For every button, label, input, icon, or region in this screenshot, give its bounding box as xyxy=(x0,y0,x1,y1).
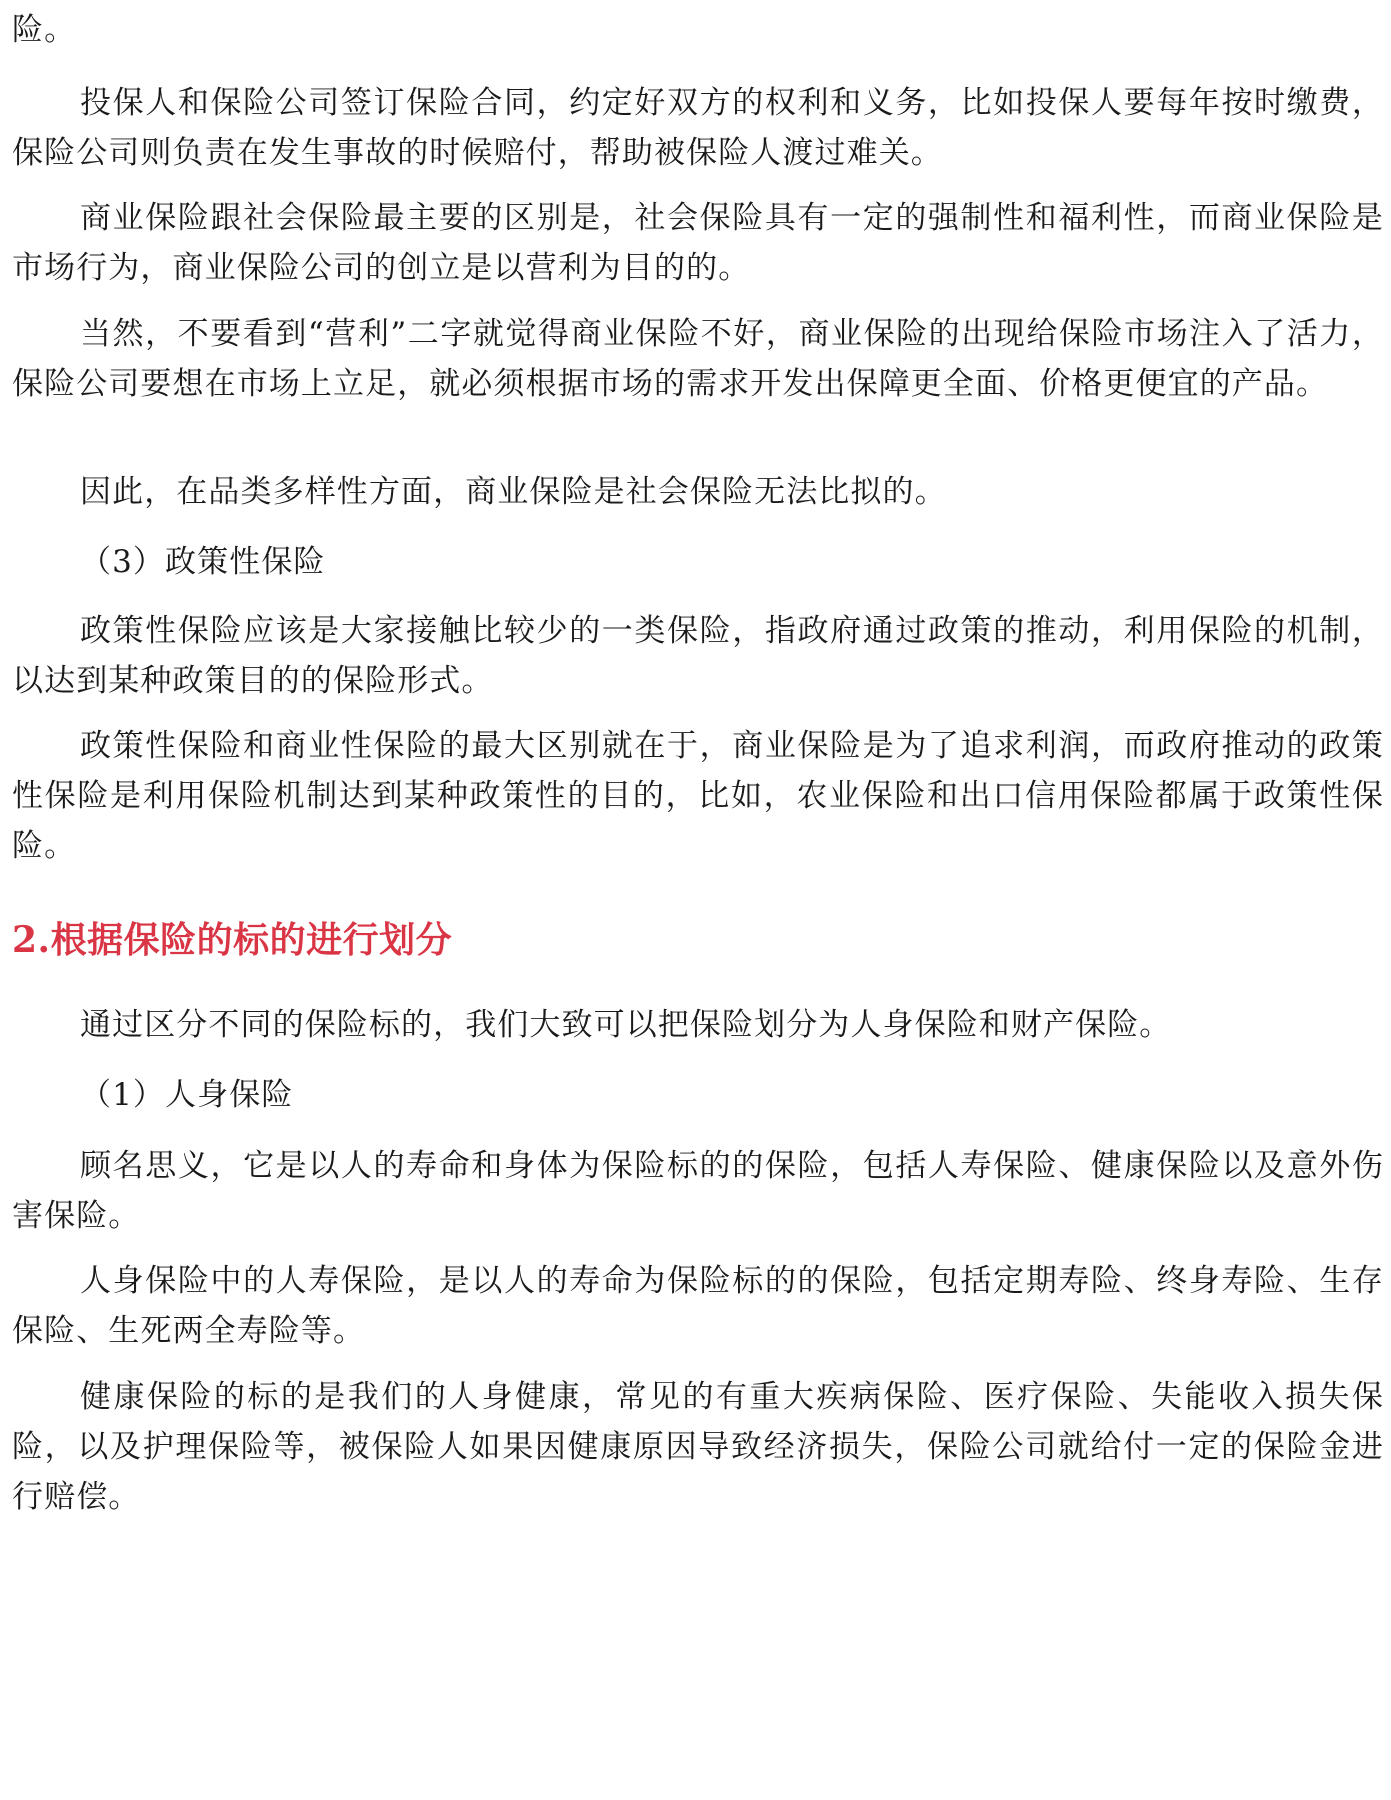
paragraph-commercial-vs-social: 商业保险跟社会保险最主要的区别是，社会保险具有一定的强制性和福利性，而商业保险是市场行为，商业保险公司的创立是以营利为目的的。 xyxy=(12,200,1384,286)
section-heading: 2.根据保险的标的进行划分 xyxy=(12,919,453,961)
paragraph-personal-definition: 顾名思义，它是以人的寿命和身体为保险标的的保险，包括人寿保险、健康保险以及意外伤害保险。 xyxy=(12,1148,1384,1234)
paragraph-subject-division: 通过区分不同的保险标的，我们大致可以把保险划分为人身保险和财产保险。 xyxy=(80,1007,1172,1043)
paragraph-diversity: 因此，在品类多样性方面，商业保险是社会保险无法比拟的。 xyxy=(80,474,947,510)
subheading-personal-insurance: （1）人身保险 xyxy=(80,1077,294,1113)
paragraph-health-insurance: 健康保险的标的是我们的人身健康，常见的有重大疾病保险、医疗保险、失能收入损失保险，以及护理保险等，被保险人如果因健康原因导致经济损失，保险公司就给付一定的保险金进行赔偿。 xyxy=(12,1379,1384,1515)
paragraph-profit: 当然，不要看到“营利”二字就觉得商业保险不好，商业保险的出现给保险市场注入了活力，保险公司要想在市场上立足，就必须根据市场的需求开发出保障更全面、价格更便宜的产品。 xyxy=(12,316,1384,402)
paragraph-continuation: 险。 xyxy=(12,12,77,48)
paragraph-policy-definition: 政策性保险应该是大家接触比较少的一类保险，指政府通过政策的推动，利用保险的机制，以达到某种政策目的的保险形式。 xyxy=(12,613,1384,699)
paragraph-policy-difference: 政策性保险和商业性保险的最大区别就在于，商业保险是为了追求利润，而政府推动的政策性保险是利用保险机制达到某种政策性的目的，比如，农业保险和出口信用保险都属于政策性保险。 xyxy=(12,728,1384,864)
subheading-policy-insurance: （3）政策性保险 xyxy=(80,544,326,580)
paragraph-life-insurance: 人身保险中的人寿保险，是以人的寿命为保险标的的保险，包括定期寿险、终身寿险、生存保险、生死两全寿险等。 xyxy=(12,1263,1384,1349)
paragraph-contract: 投保人和保险公司签订保险合同，约定好双方的权利和义务，比如投保人要每年按时缴费，保险公司则负责在发生事故的时候赔付，帮助被保险人渡过难关。 xyxy=(12,85,1384,171)
